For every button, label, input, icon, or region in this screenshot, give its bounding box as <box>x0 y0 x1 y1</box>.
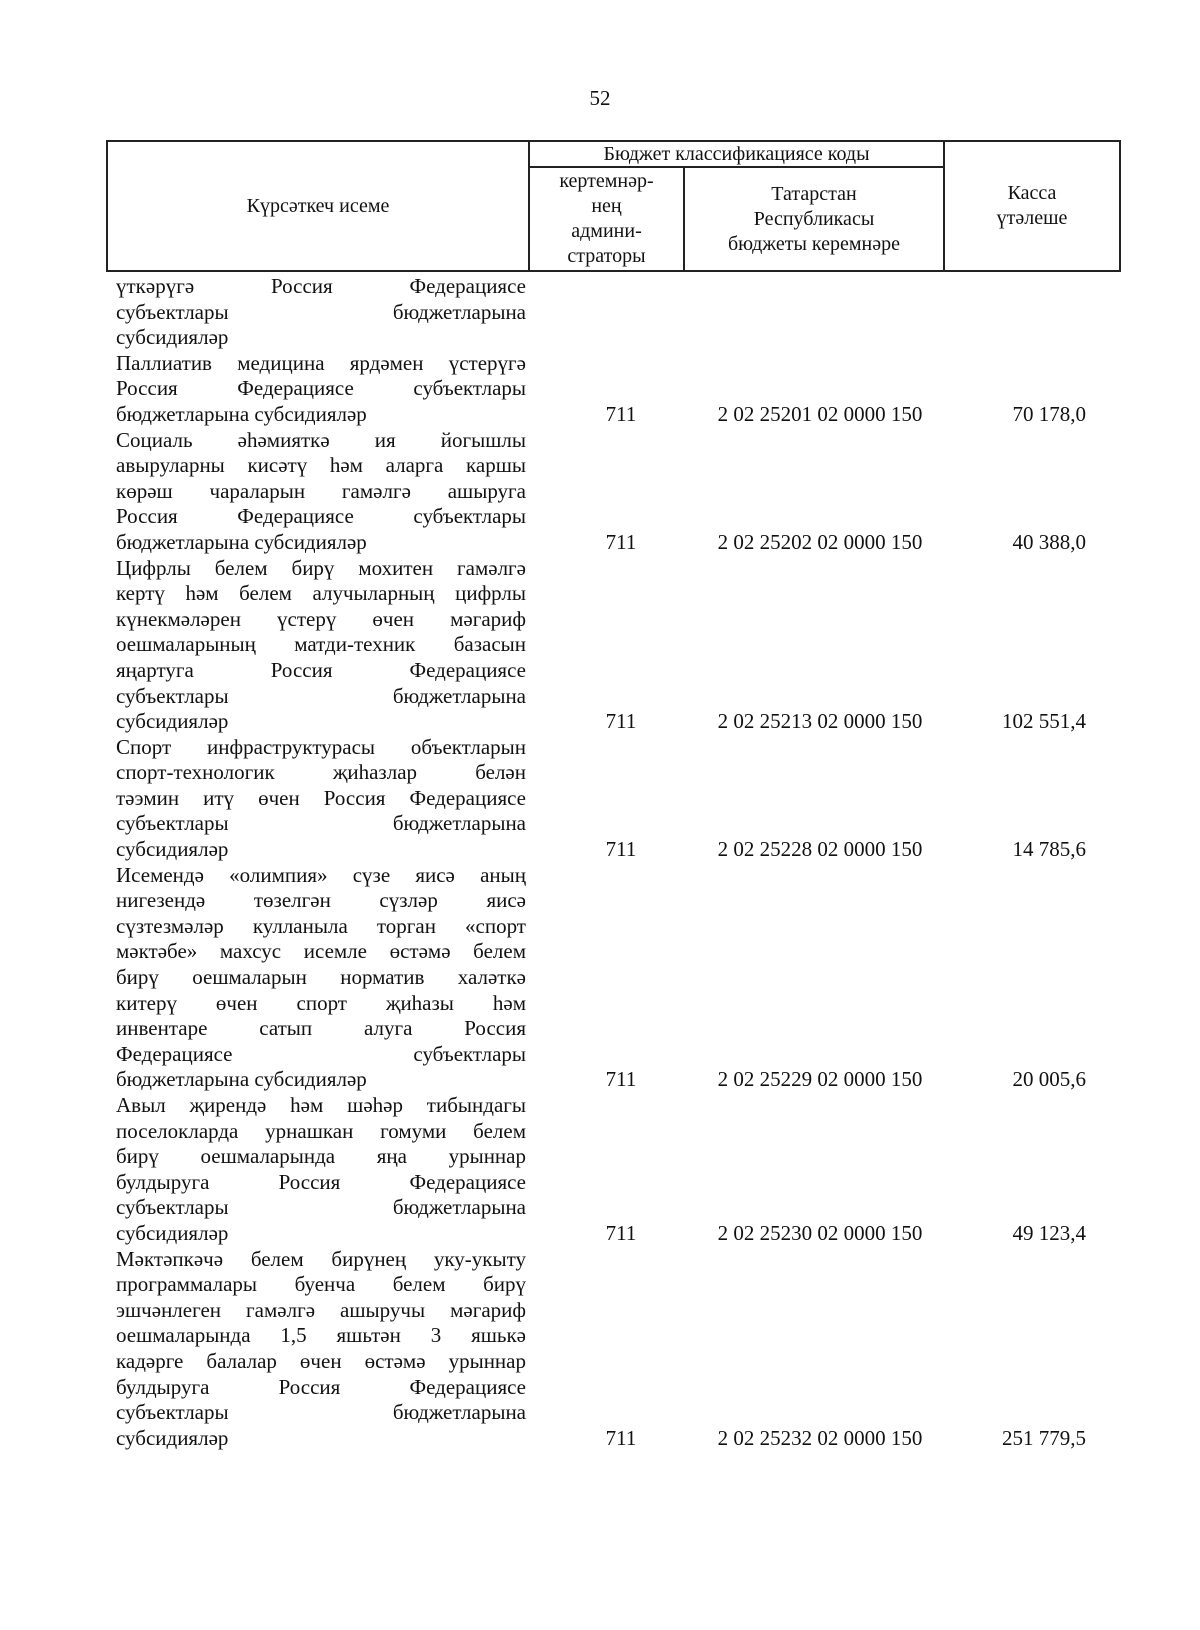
description-line: мәктәбе» махсус исемле өстәмә белем <box>116 939 526 964</box>
table-row <box>116 556 1116 735</box>
column-header-admin-text: кертемнәр- нең админи- страторы <box>559 170 654 267</box>
description-line: сүзтезмәләр кулланыла торган «спорт <box>116 913 526 938</box>
description-line: Паллиатив медицина ярдәмен үстерүгә <box>116 350 526 375</box>
row-description <box>116 1093 526 1247</box>
description-line: субсидияләр <box>116 837 229 862</box>
description-line: субъектлары бюджетларына <box>116 1400 526 1425</box>
description-line: Социаль әһәмияткә ия йогышлы <box>116 427 526 452</box>
revenue-code: 2 02 25229 02 0000 150 <box>717 1067 923 1092</box>
revenue-code: 2 02 25228 02 0000 150 <box>717 837 923 862</box>
description-line: бирү оешмаларында яңа урыннар <box>116 1144 526 1169</box>
description-line: поселокларда урнашкан гомуми белем <box>116 1118 526 1143</box>
description-line: кертү һәм белем алучыларның цифрлы <box>116 581 526 606</box>
description-line: субъектлары бюджетларына <box>116 299 526 324</box>
description-line: субъектлары бюджетларына <box>116 811 526 836</box>
table-row <box>116 351 1116 428</box>
column-header-cash-text: Касса үтәлеше <box>996 182 1068 229</box>
admin-code: 711 <box>605 1067 637 1092</box>
description-line: субсидияләр <box>116 709 229 734</box>
description-line: нигезендә төзелгән сүзләр яисә <box>116 888 526 913</box>
table-body <box>116 274 1116 1451</box>
description-line: булдыруга Россия Федерациясе <box>116 1169 526 1194</box>
table-row <box>116 863 1116 1093</box>
row-description <box>116 1247 526 1452</box>
cash-amount: 70 178,0 <box>1012 401 1086 426</box>
description-line: эшчәнлеген гамәлгә ашыручы мәгариф <box>116 1297 526 1322</box>
description-line: субсидияләр <box>116 1425 229 1450</box>
admin-code: 711 <box>605 529 637 554</box>
row-description <box>116 351 526 428</box>
admin-code: 711 <box>605 401 637 426</box>
description-line: Авыл җирендә һәм шәһәр тибындагы <box>116 1093 526 1117</box>
revenue-code: 2 02 25202 02 0000 150 <box>717 529 923 554</box>
column-header-revenue <box>684 167 944 271</box>
cash-amount: 40 388,0 <box>1012 529 1086 554</box>
row-description <box>116 863 526 1093</box>
cash-amount: 49 123,4 <box>1012 1220 1086 1245</box>
description-line: бюджетларына субсидияләр <box>116 529 367 554</box>
description-line: субъектлары бюджетларына <box>116 1195 526 1220</box>
description-line: кадәрге балалар өчен өстәмә урыннар <box>116 1348 526 1373</box>
description-line: Цифрлы белем бирү мохитен гамәлгә <box>116 555 526 580</box>
description-line: Федерациясе субъектлары <box>116 1041 526 1066</box>
description-line: бирү оешмаларын норматив халәткә <box>116 965 526 990</box>
table-row <box>116 1247 1116 1452</box>
description-line: яңартуга Россия Федерациясе <box>116 657 526 682</box>
revenue-code: 2 02 25201 02 0000 150 <box>717 401 923 426</box>
row-description <box>116 556 526 735</box>
table-row <box>116 735 1116 863</box>
page-number: 52 <box>589 86 611 110</box>
description-line: булдыруга Россия Федерациясе <box>116 1374 526 1399</box>
table-row <box>116 274 1116 351</box>
cash-amount: 20 005,6 <box>1012 1067 1086 1092</box>
column-header-budget-code <box>529 141 944 167</box>
row-description <box>116 274 526 351</box>
description-line: спорт-технологик җиһазлар белән <box>116 760 526 785</box>
description-line: Россия Федерациясе субъектлары <box>116 504 526 529</box>
description-line: Мәктәпкәчә белем бирүнең уку-укыту <box>116 1246 526 1271</box>
description-line: субсидияләр <box>116 1220 229 1245</box>
description-line: оешмаларында 1,5 яшьтән 3 яшькә <box>116 1323 526 1348</box>
cash-amount: 251 779,5 <box>1002 1425 1086 1450</box>
cash-amount: 102 551,4 <box>1002 709 1086 734</box>
description-line: субсидияләр <box>116 325 229 350</box>
column-header-name <box>107 141 529 271</box>
description-line: тәэмин итү өчен Россия Федерациясе <box>116 785 526 810</box>
row-description <box>116 735 526 863</box>
table-row <box>116 1093 1116 1247</box>
column-header-revenue-text: Татарстан Республикасы бюджеты керемнәре <box>728 182 900 255</box>
admin-code: 711 <box>605 709 637 734</box>
revenue-code: 2 02 25230 02 0000 150 <box>717 1220 923 1245</box>
description-line: Спорт инфраструктурасы объектларын <box>116 734 526 759</box>
description-line: субъектлары бюджетларына <box>116 683 526 708</box>
description-line: программалары буенча белем бирү <box>116 1272 526 1297</box>
description-line: инвентаре сатып алуга Россия <box>116 1016 526 1041</box>
column-header-budget-code-text: Бюджет классификациясе коды <box>603 143 870 165</box>
description-line: бюджетларына субсидияләр <box>116 1067 367 1092</box>
column-header-admin <box>529 167 684 271</box>
table-row <box>116 428 1116 556</box>
table-header <box>106 140 1121 272</box>
description-line: китерү өчен спорт җиһазы һәм <box>116 990 526 1015</box>
description-line: оешмаларының матди-техник базасын <box>116 632 526 657</box>
cash-amount: 14 785,6 <box>1012 837 1086 862</box>
description-line: көрәш чараларын гамәлгә ашыруга <box>116 478 526 503</box>
description-line: үткәрүгә Россия Федерациясе <box>116 274 526 298</box>
revenue-code: 2 02 25232 02 0000 150 <box>717 1425 923 1450</box>
admin-code: 711 <box>605 1425 637 1450</box>
admin-code: 711 <box>605 837 637 862</box>
column-header-cash <box>944 141 1120 271</box>
column-header-name-text: Күрсәткеч исеме <box>246 194 390 217</box>
description-line: авыруларны кисәтү һәм аларга каршы <box>116 453 526 478</box>
revenue-code: 2 02 25213 02 0000 150 <box>717 709 923 734</box>
description-line: бюджетларына субсидияләр <box>116 401 367 426</box>
description-line: Исемендә «олимпия» сүзе яисә аның <box>116 862 526 887</box>
admin-code: 711 <box>605 1220 637 1245</box>
description-line: күнекмәләрен үстерү өчен мәгариф <box>116 606 526 631</box>
description-line: Россия Федерациясе субъектлары <box>116 376 526 401</box>
row-description <box>116 428 526 556</box>
